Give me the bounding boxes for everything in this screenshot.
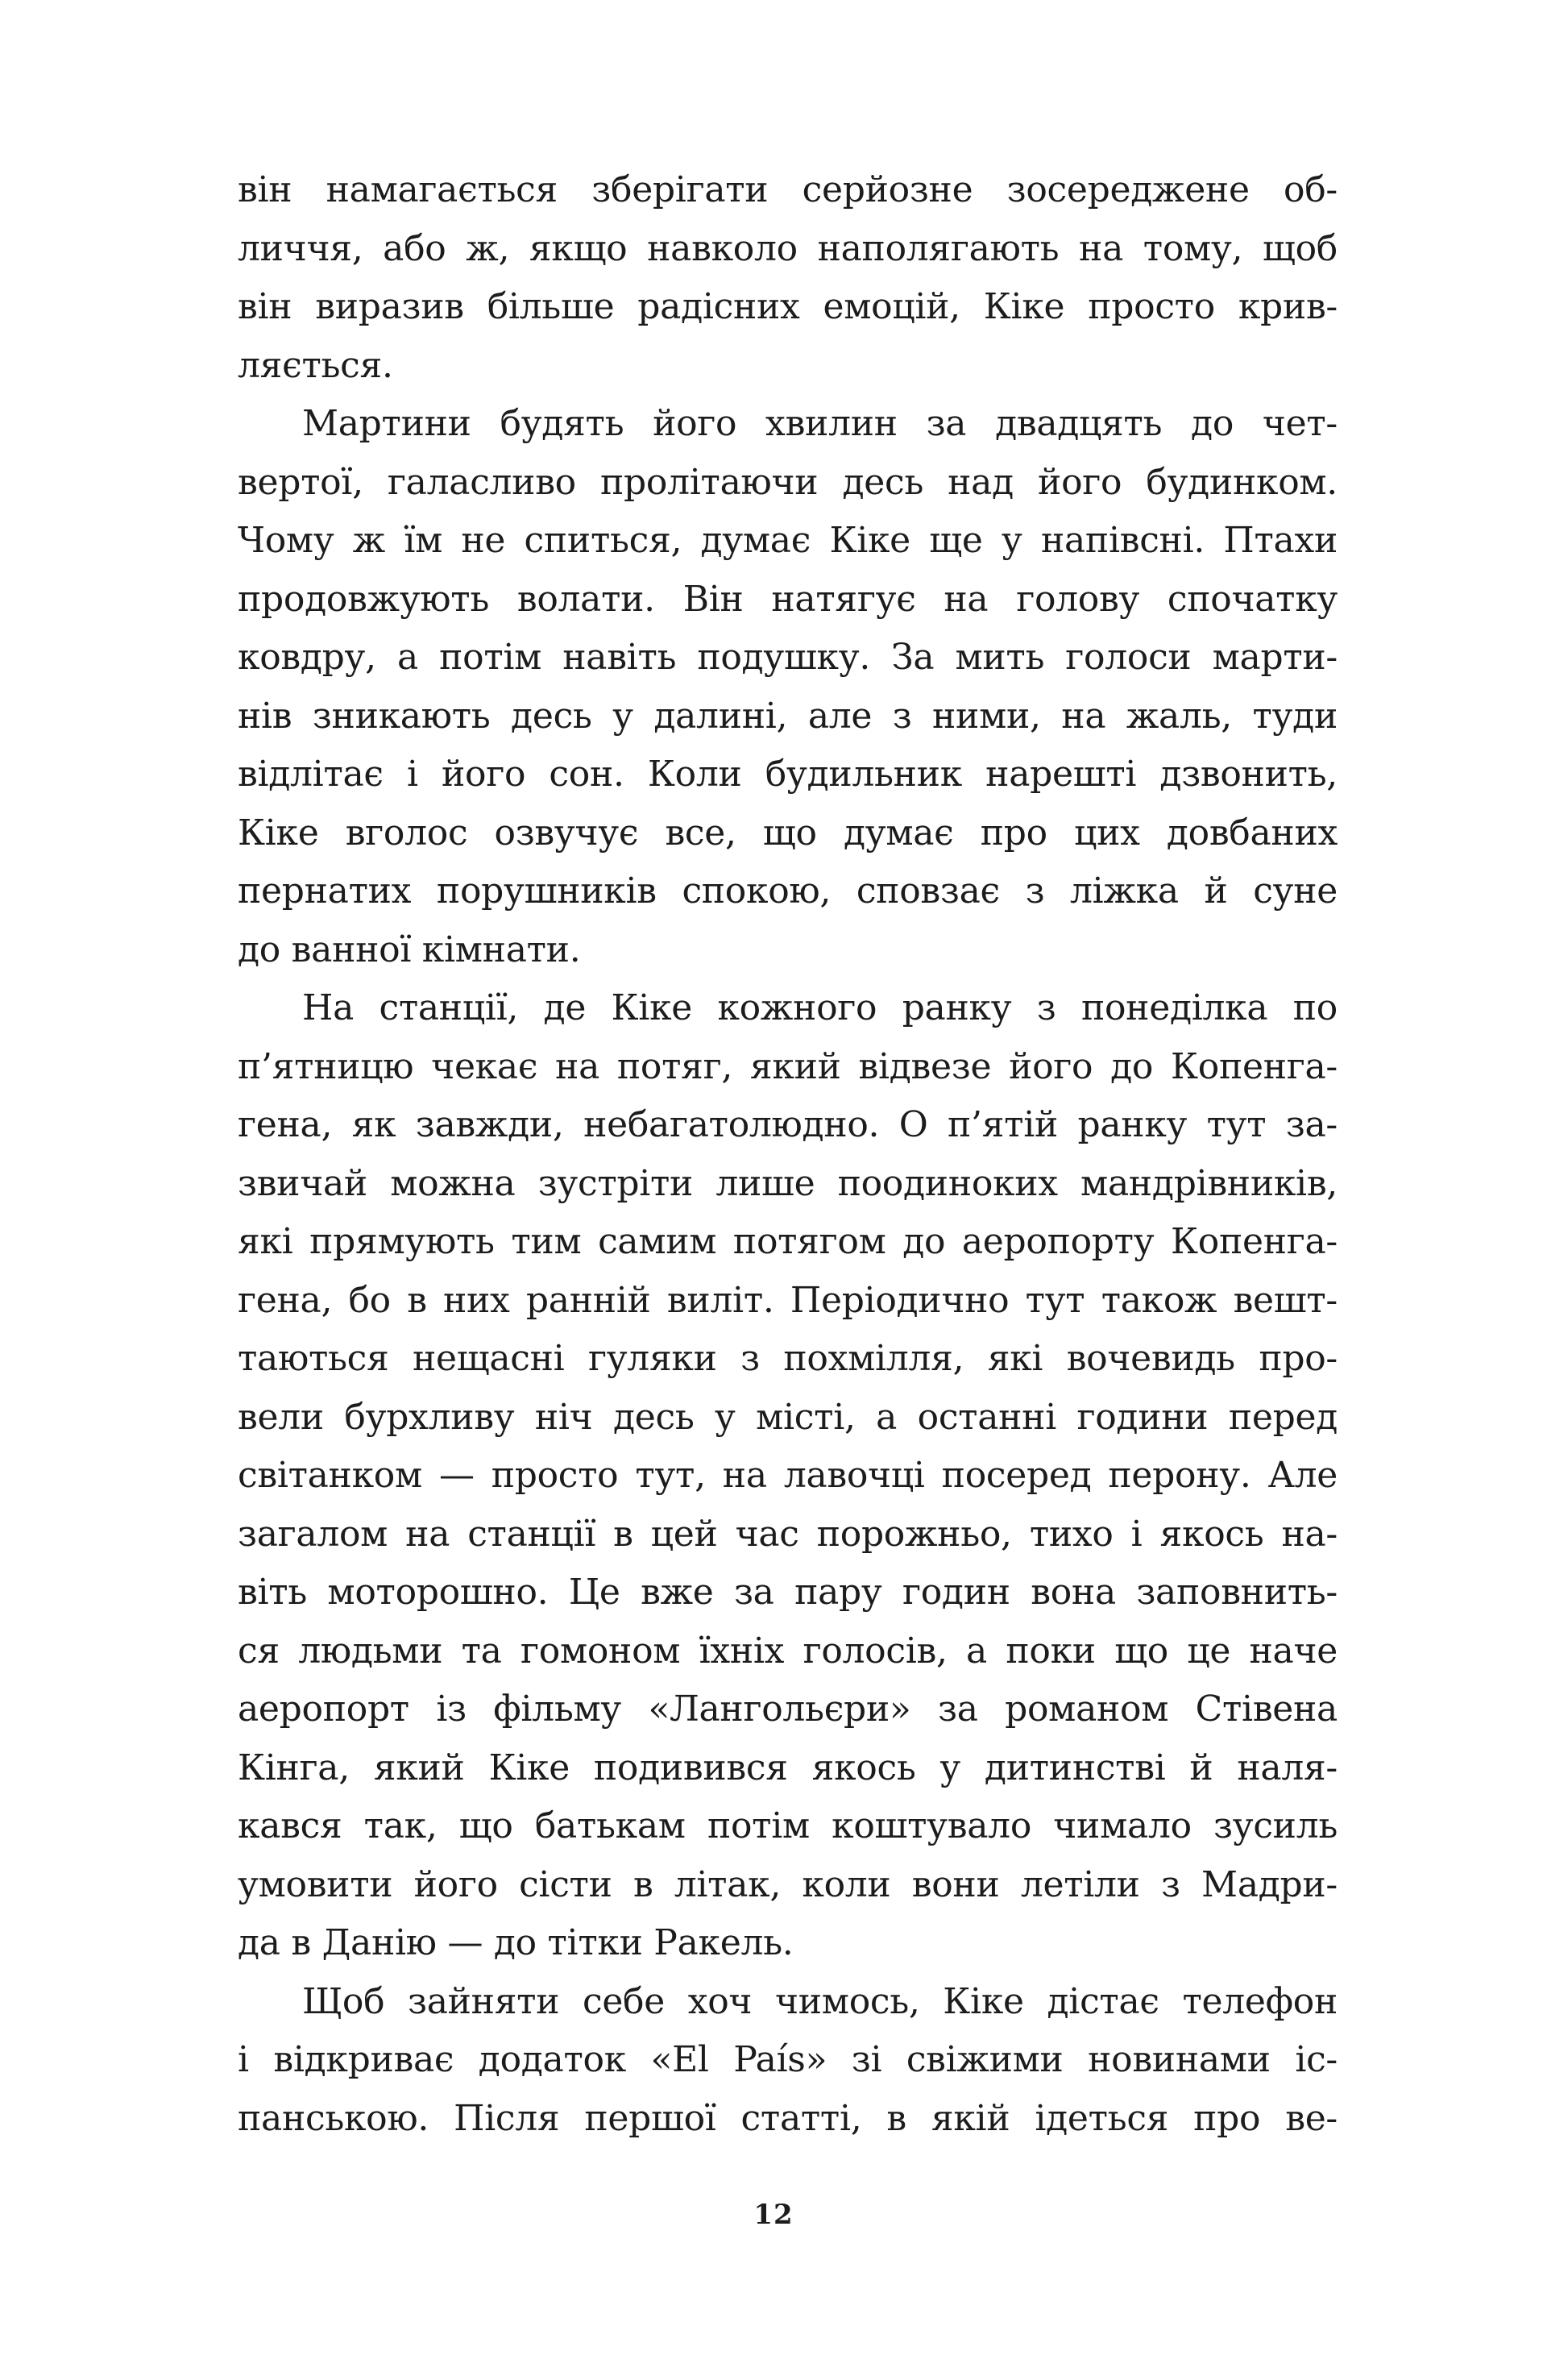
text-line: личчя, або ж, якщо навколо наполягають на тому, щоб [238, 227, 1338, 269]
text-line: нів зникають десь у далині, але з ними, на жаль, туди [238, 695, 1338, 737]
text-line: Щоб зайняти себе хоч чимось, Кіке дістає телефон [302, 1980, 1338, 2022]
text-line: Кіке вголос озвучує все, що думає про цих довбаних [238, 812, 1338, 854]
text-line: аеропорт із фільму «Лангольєри» за романом Стівена [238, 1688, 1338, 1730]
text-line: кався так, що батькам потім коштувало чимало зусиль [238, 1805, 1338, 1846]
text-line: ся людьми та гомоном їхніх голосів, а поки що це наче [238, 1630, 1338, 1672]
text-line: загалом на станції в цей час порожньо, тихо і якось на- [238, 1513, 1338, 1555]
text-line: пернатих порушників спокою, сповзає з ліжка й суне [238, 870, 1338, 912]
text-line: продовжують волати. Він натягує на голову спочатку [238, 578, 1338, 620]
text-line: Кінга, який Кіке подивився якось у дитинстві й наля- [238, 1747, 1338, 1788]
text-line: ляється. [238, 344, 393, 386]
paragraph-4 [238, 1973, 1338, 2149]
text-line: вертої, галасливо пролітаючи десь над його будинком. [238, 461, 1338, 503]
paragraph-2 [238, 395, 1338, 979]
text-line: умовити його сісти в літак, коли вони летіли з Мадри- [238, 1863, 1338, 1905]
text-line: таються нещасні гуляки з похмілля, які вочевидь про- [238, 1338, 1338, 1379]
text-line: і відкриває додаток «El País» зі свіжими новинами іс- [238, 2039, 1338, 2080]
text-line: звичай можна зустріти лише поодиноких мандрівників, [238, 1162, 1338, 1204]
text-line: до ванної кімнати. [238, 928, 581, 970]
text-line: п’ятницю чекає на потяг, який відвезе його до Копенга- [238, 1045, 1338, 1087]
text-line: Чому ж їм не спиться, думає Кіке ще у напівсні. Птахи [238, 520, 1338, 561]
text-line: гена, як завжди, небагатолюдно. О п’ятій ранку тут за- [238, 1104, 1338, 1145]
text-line: він намагається зберігати серйозне зосереджене об- [238, 169, 1338, 210]
text-line: панською. Після першої статті, в якій ідеться про ве- [238, 2097, 1338, 2139]
page-number: 12 [753, 2199, 794, 2231]
text-line: світанком — просто тут, на лавочці посеред перону. Але [238, 1455, 1338, 1496]
text-line: ковдру, а потім навіть подушку. За мить голоси марти- [238, 637, 1338, 678]
text-line: да в Данію — до тітки Ракель. [238, 1922, 794, 1963]
text-line: На станції, де Кіке кожного ранку з понеділка по [302, 987, 1338, 1028]
body-text [238, 161, 1338, 2148]
text-line: Мартини будять його хвилин за двадцять до чет- [302, 403, 1338, 444]
text-line: відлітає і його сон. Коли будильник нарешті дзвонить, [238, 754, 1338, 795]
text-line: він виразив більше радісних емоцій, Кіке просто крив- [238, 286, 1338, 327]
paragraph-1 [238, 161, 1338, 395]
text-line: віть моторошно. Це вже за пару годин вона заповнить- [238, 1572, 1338, 1613]
paragraph-3 [238, 979, 1338, 1973]
text-line: гена, бо в них ранній виліт. Періодично тут також вешт- [238, 1279, 1338, 1321]
text-line: які прямують тим самим потягом до аеропорту Копенга- [238, 1221, 1338, 1262]
text-line: вели бурхливу ніч десь у місті, а останні години перед [238, 1396, 1338, 1438]
